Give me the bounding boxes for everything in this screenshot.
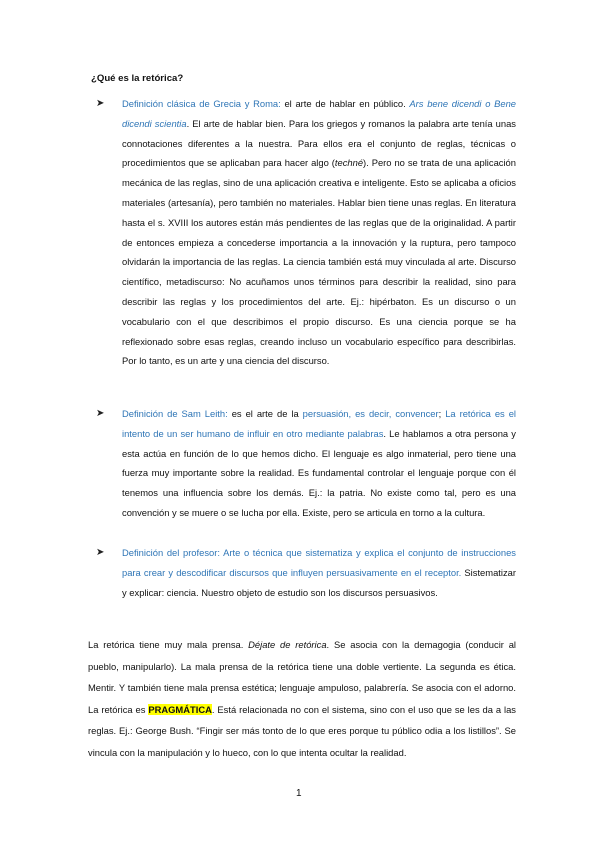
page-number: 1 — [296, 788, 302, 799]
bullet-item-classic-definition — [96, 94, 517, 371]
definition-heading: Definición del profesor: Arte o técnica que sistematiza y explica el conjunto de instrucciones para crear y descodificar discursos que influyen persuasivamente en el receptor. — [122, 547, 516, 578]
italic-phrase: Déjate de retórica — [248, 639, 327, 650]
text-run: es el arte de la — [227, 408, 303, 419]
blue-phrase: La retórica es el intento de un ser humano de influir en otro mediante palabras — [122, 408, 516, 439]
arrow-bullet-icon: ➤ — [96, 547, 105, 558]
bullet-text — [122, 94, 516, 371]
bullet-text — [122, 543, 516, 602]
bullet-item-professor-definition — [96, 543, 517, 602]
latin-phrase: Ars bene dicendi o Bene dicendi scientia — [122, 98, 517, 129]
arrow-bullet-icon: ➤ — [96, 98, 105, 109]
definition-heading: Definición clásica de Grecia y Roma: — [122, 98, 281, 109]
body-paragraph — [88, 634, 516, 764]
text-run: el arte de hablar en público. — [280, 98, 410, 109]
text-run: . Se asocia con la demagogia (conducir al pueblo, manipularlo). La mala prensa de la retórica tiene una doble vertiente. La segunda es ética. Mentir. Y también tiene mala prensa estética; lenguaje ampuloso, palabrería. Se asocia con el adorno. La retórica es — [88, 639, 516, 715]
blue-phrase: persuasión, es decir, convencer — [302, 408, 439, 419]
text-run: ). Pero no se trata de una aplicación mecánica de las reglas, sino de una aplicación creativa e inteligente. Esto se aplicaba a oficios materiales (artesanía), pero también no materiales. Hablar bien tiene unas reglas. En literatura hasta el s. XVIII los autores están más pendientes de las reglas que de la originalidad. A partir de entonces empieza a concederse importancia a la innovación y la ruptura, pero tampoco olvidarán la importancia de las reglas. La ciencia también está muy vinculada al arte. Discurso científico, metadiscurso: No acuñamos unos términos para describir la realidad, sino para describir las reglas y los procedimientos del arte. Ej.: hipérbaton. Es un discurso o un vocabulario con el que describimos el propio discurso. Es una ciencia porque se ha reflexionado sobre esas reglas, creando incluso un vocabulario específico para describirlas. Por lo tanto, es un arte y una ciencia del discurso. — [122, 157, 516, 367]
definition-heading: Definición de Sam Leith: — [122, 408, 228, 419]
bullet-item-sam-leith — [96, 404, 516, 523]
highlighted-term: PRAGMÁTICA — [148, 703, 212, 715]
text-run: . El arte de hablar bien. Para los griegos y romanos la palabra arte tenía unas connotaciones diferentes a la nuestra. Para ellos era el conjunto de reglas, técnicas o procedimientos que se aplicaban para hacer algo ( — [122, 117, 516, 169]
text-run: Sistematizar y explicar: ciencia. Nuestro objeto de estudio son los discursos persuasivos. — [122, 566, 517, 598]
arrow-bullet-icon: ➤ — [96, 408, 105, 419]
text-run: La retórica tiene muy mala prensa. — [88, 639, 249, 650]
bullet-text — [122, 404, 516, 523]
text-run: ; — [438, 408, 446, 419]
text-run: . Está relacionada no con el sistema, sino con el uso que se les da a las reglas. Ej.: George Bush. “Fingir ser más tonto de lo que eres porque tu público odia a los listillos”. Se vincula con la manipulación y lo hueco, con lo que intenta ocultar la realidad. — [88, 703, 516, 758]
section-title: ¿Qué es la retórica? — [91, 73, 184, 84]
text-run: . Le hablamos a otra persona y esta actúa en función de lo que hemos dicho. El lenguaje es algo inmaterial, pero tiene una fuerza muy importante sobre la realidad. Es fundamental controlar el lenguaje porque con él tenemos una influencia sobre los demás. Ej.: la patria. No existe como tal, pero es una convención y se muere o se lucha por ella. Existe, pero se articula en torno a la cultura. — [122, 427, 516, 518]
techne-term: techné — [334, 157, 364, 169]
